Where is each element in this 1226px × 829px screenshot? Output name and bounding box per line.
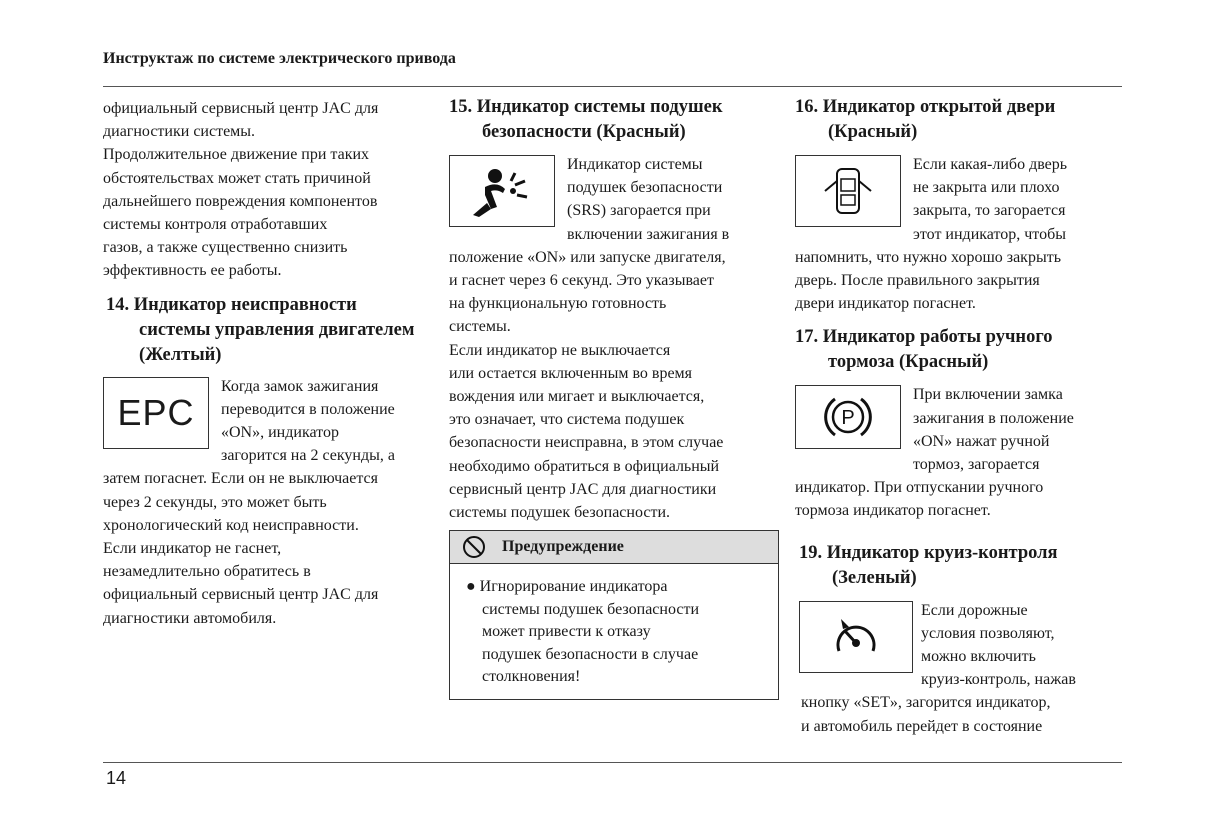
section-title-line: 17. Индикатор работы ручного [795,327,1053,348]
text-line: газов, а также существенно снизить [103,239,348,257]
section-title-line: 19. Индикатор круиз-контроля [799,542,1058,563]
text-line: подушек безопасности в случае [482,645,699,663]
text-line: тормоз, загорается [913,456,1040,474]
text-line: При включении замка [913,386,1063,404]
text-line: диагностики автомобиля. [103,609,277,627]
section-14-body [103,467,438,629]
text-line: Если индикатор не выключается [449,341,671,359]
section-title-line: 15. Индикатор системы подушек [449,97,723,117]
text-line: можно включить [921,648,1036,666]
col1-top-text [103,97,438,283]
text-line: и гаснет через 6 секунд. Это указывает [449,272,714,290]
text-line: официальный сервисный центр JAC для [103,100,379,117]
section-15-icon-row [449,153,784,246]
section-title-line: (Желтый) [139,344,222,365]
section-19-title [795,541,1125,591]
text-line: Если дорожные [921,601,1028,619]
text-line: незамедлительно обратитесь в [103,563,311,581]
column-3 [795,95,1125,738]
text-line: Когда замок зажигания [221,377,379,395]
text-line: загорится на 2 секунды, а [221,447,395,465]
text-line: необходимо обратиться в официальный [449,457,720,475]
text-line: и автомобиль перейдет в состояние [801,717,1043,735]
header-divider [103,86,1122,87]
text-line: условия позволяют, [921,624,1055,642]
section-title-line: (Зеленый) [832,567,917,588]
text-line: тормоза индикатор погаснет. [795,502,991,520]
text-line: ● Игнорирование индикатора [466,578,668,595]
section-16-body [795,246,1125,316]
column-2 [449,95,784,524]
text-line: этот индикатор, чтобы [913,225,1066,243]
text-line: эффективность ее работы. [103,262,282,280]
text-line: дальнейшего повреждения компонентов [103,192,378,210]
text-line: столкновения! [482,668,581,686]
section-14-icon-row [103,375,438,468]
section-17-icon-row [795,383,1125,476]
text-line: не закрыта или плохо [913,179,1060,197]
warning-box [449,530,779,700]
text-line: напомнить, что нужно хорошо закрыть [795,248,1061,266]
text-line: кнопку «SET», загорится индикатор, [801,694,1051,712]
page-number: 14 [106,768,127,788]
text-line: это означает, что система подушек [449,411,685,429]
text-line: системы контроля отработавших [103,216,328,234]
text-line: официальный сервисный центр JAC для [103,586,379,604]
text-line: дверь. После правильного закрытия [795,272,1040,290]
section-16-icon-row [795,153,1125,246]
text-line: системы подушек безопасности [482,600,700,618]
epc-label: EPC [117,392,195,434]
text-line: «ON» нажат ручной [913,432,1050,450]
column-1 [103,97,438,630]
section-15-title [449,95,784,145]
text-line: через 2 секунды, это может быть [103,493,327,511]
text-line: индикатор. При отпускании ручного [795,479,1044,497]
section-title-line: тормоза (Красный) [828,352,989,373]
warning-header [450,531,778,564]
section-title-line: 16. Индикатор открытой двери [795,97,1056,117]
epc-indicator-icon [103,377,209,449]
text-line: Индикатор системы [567,156,703,173]
text-line: диагностики системы. [103,123,256,141]
text-line: Если какая-либо дверь [913,156,1068,173]
section-14-title [103,293,438,368]
text-line: на функциональную готовность [449,295,667,313]
text-line: или остается включенным во время [449,364,693,382]
warning-body [450,564,778,689]
section-16-title [795,95,1125,145]
section-title-line: системы управления двигателем [139,319,415,340]
text-line: хронологический код неисправности. [103,516,359,534]
parking-letter: P [841,407,855,430]
text-line: переводится в положение [221,400,395,418]
footer-divider [103,762,1122,763]
prohibition-icon [462,535,486,559]
text-line: вождения или мигает и выключается, [449,388,705,406]
text-line: включении зажигания в [567,225,730,243]
text-line: обстоятельствах может стать причиной [103,169,371,187]
text-line: затем погаснет. Если он не выключается [103,470,378,488]
section-title-line: безопасности (Красный) [482,122,686,142]
warning-title: Предупреждение [502,538,624,555]
section-title-line: 14. Индикатор неисправности [106,294,357,315]
text-line: подушек безопасности [567,179,723,197]
text-line: «ON», индикатор [221,424,339,442]
cruise-control-icon [799,601,913,673]
section-19-icon-row [795,599,1125,692]
text-line: может привести к отказу [482,623,651,641]
parking-brake-icon [795,385,901,449]
text-line: (SRS) загорается при [567,202,711,220]
text-line: системы подушек безопасности. [449,504,671,522]
text-line: системы. [449,318,511,336]
text-line: двери индикатор погаснет. [795,295,976,313]
section-19-body [795,691,1125,737]
text-line: положение «ON» или запуске двигателя, [449,248,726,266]
section-17-title [795,325,1125,375]
section-17-body [795,476,1125,522]
text-line: Продолжительное движение при таких [103,146,370,164]
text-line: безопасности неисправна, в этом случае [449,434,724,452]
airbag-icon [449,155,555,227]
section-15-body [449,246,784,524]
text-line: сервисный центр JAC для диагностики [449,480,717,498]
page-header-title: Инструктаж по системе электрического привода [103,50,456,67]
text-line: зажигания в положение [913,409,1074,427]
text-line: закрыта, то загорается [913,202,1066,220]
door-open-icon [795,155,901,227]
text-line: круиз-контроль, нажав [921,671,1076,689]
text-line: Если индикатор не гаснет, [103,540,282,558]
section-title-line: (Красный) [828,122,918,142]
